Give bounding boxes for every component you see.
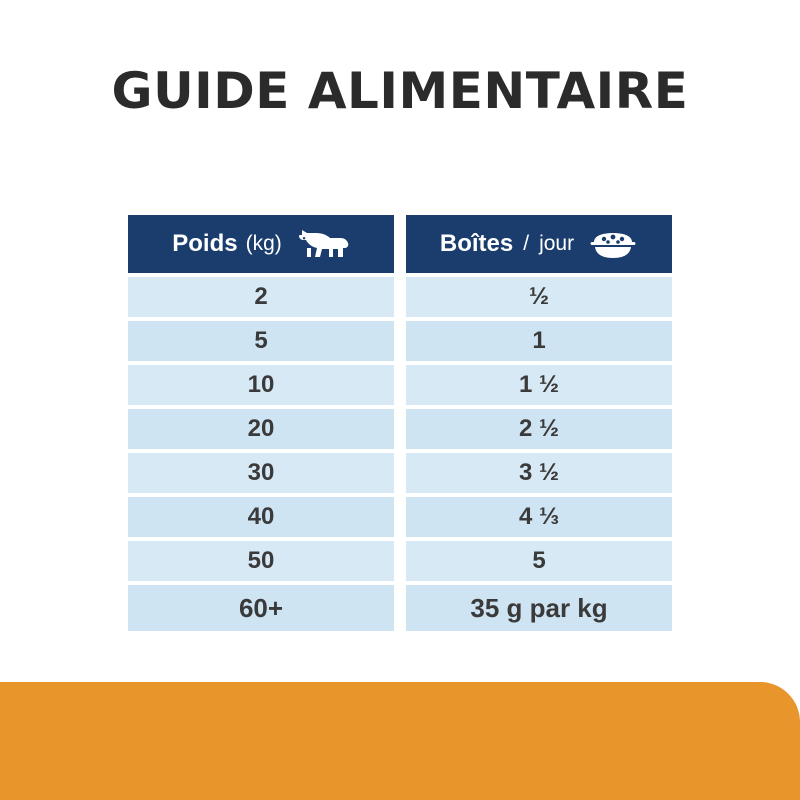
bottom-accent-band [0,682,800,800]
header-cans-period: jour [539,232,575,255]
table-row [128,321,672,361]
header-cans-separator: / [523,232,530,255]
cell-weight: 10 [128,365,394,405]
cell-weight: 40 [128,497,394,537]
cell-cans: 1 ½ [406,365,672,405]
header-weight-unit: (kg) [245,232,282,255]
cell-cans: 4 ⅓ [406,497,672,537]
header-weight-cell [128,215,394,273]
feeding-table [128,215,672,635]
cell-cans: 5 [406,541,672,581]
header-cans-label: Boîtes [439,230,514,257]
table-row [128,409,672,449]
cell-cans: 3 ½ [406,453,672,493]
cell-cans: 1 [406,321,672,361]
table-row [128,585,672,631]
cell-weight: 2 [128,277,394,317]
header-weight-label: Poids [172,230,238,257]
cell-weight: 5 [128,321,394,361]
food-bowl-icon [588,228,638,260]
cell-weight: 30 [128,453,394,493]
table-row [128,497,672,537]
table-header-row [128,215,672,273]
cell-cans: ½ [406,277,672,317]
cell-weight: 20 [128,409,394,449]
table-row [128,365,672,405]
page-title: GUIDE ALIMENTAIRE [111,62,689,120]
bottom-accent-band-inner [0,682,800,800]
dog-icon [296,229,350,259]
cell-cans: 2 ½ [406,409,672,449]
cell-weight: 60+ [128,585,394,631]
header-cans-cell [406,215,672,273]
cell-cans: 35 g par kg [406,585,672,631]
table-row [128,541,672,581]
table-row [128,277,672,317]
table-row [128,453,672,493]
cell-weight: 50 [128,541,394,581]
